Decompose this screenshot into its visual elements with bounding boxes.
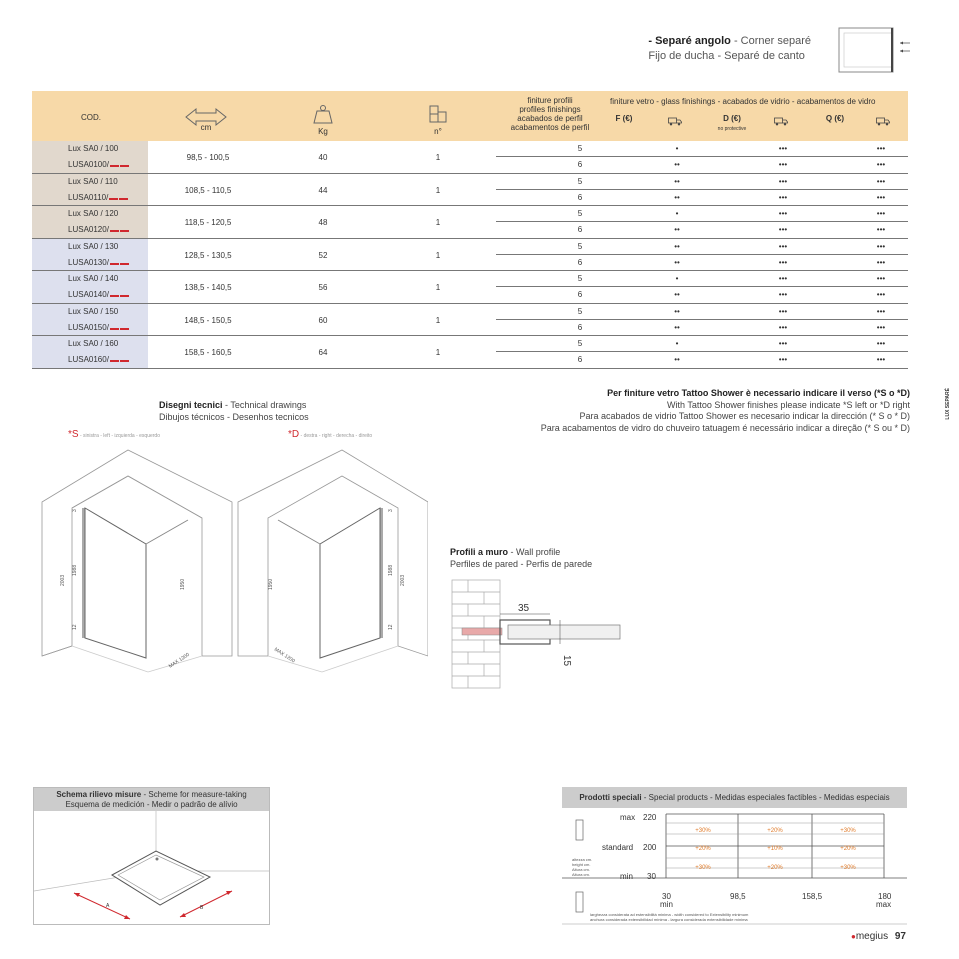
dim-1950-left: 1950	[180, 578, 186, 590]
code-cell	[32, 174, 148, 206]
pct-3-1: +30%	[695, 865, 711, 871]
height-label-3: Altura cm.	[572, 867, 591, 872]
finish-row-1: 5 •• ••• •••	[496, 304, 908, 320]
brand-name: megius	[855, 931, 889, 942]
product-code: LUSA0110/	[68, 190, 148, 206]
dim-15: 15	[561, 655, 572, 667]
footer	[851, 931, 906, 942]
x-98-5: 98,5	[730, 892, 746, 901]
wall-profile-drawing	[450, 578, 622, 690]
tattoo-note	[541, 388, 910, 434]
x-180: 180	[878, 892, 892, 901]
truck-icon	[876, 117, 890, 126]
packages-icon	[428, 104, 448, 124]
finish-placeholder-mark	[120, 295, 129, 297]
finish-row-1: 5 •• ••• •••	[496, 174, 908, 190]
header-subtitle: - Corner separé	[733, 35, 811, 47]
x-158-5: 158,5	[802, 892, 823, 901]
table-row	[32, 141, 908, 174]
dim-2003-right: 2003	[400, 574, 406, 586]
pct-1-1: +30%	[695, 828, 711, 834]
finish-placeholder-mark	[120, 328, 129, 330]
code-cell	[32, 304, 148, 336]
col-d-sub: no protective	[717, 126, 747, 132]
n-cell: 1	[435, 283, 441, 292]
technical-drawings	[38, 446, 428, 676]
table-row	[32, 174, 908, 207]
finish-row-1: 5 • ••• •••	[496, 141, 908, 157]
dim-1988-left: 1988	[72, 564, 78, 576]
row-standard: standard	[602, 843, 634, 852]
width-note-2: anchura considerada extensibilidad mínima - largura considerada extensibilidade mínima	[590, 917, 748, 922]
kg-cell: 64	[318, 348, 328, 357]
pct-3-2: +20%	[767, 865, 783, 871]
product-code: LUSA0140/	[68, 287, 148, 303]
dim-2003-left: 2003	[60, 574, 66, 586]
product-name: Lux SA0 / 140	[68, 274, 119, 283]
col-kg: Kg	[318, 127, 328, 136]
size-cell: 158,5 - 160,5	[184, 348, 232, 357]
right-legend: *D - destra - right - derecha - direito	[288, 429, 373, 440]
note-line-1: Per finiture vetro Tattoo Shower è necessario indicare il verso (*S o *D)	[607, 388, 910, 398]
left-legend: *S - sinistra - left - izquierda - esquerdo	[68, 429, 160, 440]
col-f: F (€)	[615, 114, 633, 123]
pct-3-3: +30%	[840, 865, 856, 871]
row-max: max	[620, 813, 636, 822]
profile-title: Profili a muro - Wall profile Perfiles de pared - Perfis de parede	[450, 547, 593, 569]
pct-2-1: +20%	[695, 846, 711, 852]
product-name: Lux SA0 / 100	[68, 144, 119, 153]
code-cell	[32, 271, 148, 303]
x-30: 30	[662, 892, 671, 901]
measure-b: B	[200, 905, 204, 911]
dim-1988-right: 1988	[388, 564, 394, 576]
product-name: Lux SA0 / 150	[68, 306, 119, 316]
measure-drawing	[34, 811, 269, 924]
n-cell: 1	[435, 250, 441, 260]
n-cell: 1	[435, 185, 441, 195]
y-200: 200	[643, 843, 657, 852]
finish-row-2: 6 •• ••• •••	[577, 160, 886, 169]
corner-separe-icon	[838, 27, 918, 73]
special-grid	[562, 808, 907, 925]
drawings-title: Disegni tecnici - Technical drawings Dibujos técnicos - Desenhos tecnicos	[159, 400, 309, 422]
code-cell	[32, 239, 148, 271]
product-code: LUSA0150/	[68, 320, 148, 336]
height-label-1: altezza cm.	[572, 857, 593, 862]
product-name: Lux SA0 / 120	[68, 209, 119, 218]
finish-placeholder-mark	[110, 165, 119, 167]
finish-placeholder-mark	[120, 230, 129, 232]
note-line-2: With Tattoo Shower finishes please indicate *S left or *D right	[667, 399, 910, 410]
header-line2: Fijo de ducha - Separé de canto	[648, 50, 805, 62]
side-tab: LUX SEPARÉ	[945, 388, 951, 420]
col-cod: COD.	[81, 113, 101, 122]
dim-3-left: 3	[72, 509, 78, 512]
finish-row-1: 5 •• ••• •••	[496, 239, 908, 255]
code-cell	[32, 141, 148, 173]
kg-cell: 48	[318, 218, 328, 227]
n-cell: 1	[435, 315, 441, 325]
kg-cell: 40	[318, 153, 328, 162]
measure-header: Schema rilievo misure - Scheme for measure-taking Esquema de medición - Medir o padrão de alívio	[34, 788, 269, 811]
size-cell: 138,5 - 140,5	[184, 283, 232, 292]
pct-2-2: +10%	[767, 846, 783, 852]
note-line-3: Para acabados de vidrio Tattoo Shower es necesario indicar la dirección (* S o * D)	[579, 411, 910, 421]
dim-max-left: MAX 1200	[167, 651, 191, 670]
finish-placeholder-mark	[110, 295, 119, 297]
finish-row-2: 6 •• ••• •••	[577, 257, 886, 267]
size-cell: 128,5 - 130,5	[184, 250, 232, 260]
header-title: - Separé angolo	[648, 35, 731, 47]
code-cell	[32, 336, 148, 368]
finish-placeholder-mark	[119, 198, 128, 200]
n-cell: 1	[435, 153, 441, 162]
product-name: Lux SA0 / 130	[68, 241, 119, 251]
dim-12-left: 12	[72, 624, 78, 630]
table-row	[32, 304, 908, 337]
col-n: n°	[434, 127, 442, 136]
finish-placeholder-mark	[110, 328, 119, 330]
kg-cell: 44	[318, 185, 328, 195]
table-row	[32, 206, 908, 239]
table-header	[32, 91, 908, 141]
width-note-1: larghezza considerata ad estensibilità minima - width considered to Extensibility minimum	[590, 912, 749, 917]
brand-mark-icon: ●	[851, 932, 856, 941]
finish-placeholder-mark	[120, 360, 129, 362]
product-code: LUSA0160/	[68, 352, 148, 368]
dim-3-right: 3	[388, 509, 394, 512]
dim-max-right: MAX 1200	[272, 646, 296, 665]
height-label-2: height cm.	[572, 862, 591, 867]
weight-icon	[312, 104, 334, 124]
finish-row-2: 6 •• ••• •••	[577, 355, 886, 364]
size-cell: 98,5 - 100,5	[186, 153, 230, 162]
finish-placeholder-mark	[110, 230, 119, 232]
finish-placeholder-mark	[110, 263, 119, 265]
height-label-4: Altura cm.	[572, 872, 591, 877]
finish-row-2: 6 •• ••• •••	[577, 290, 886, 299]
pct-1-3: +30%	[840, 828, 856, 834]
table-row	[32, 239, 908, 272]
col-d: D (€)	[723, 114, 741, 123]
finish-row-2: 6 •• ••• •••	[577, 192, 886, 202]
special-header: Prodotti speciali - Special products - Medidas especiales factibles - Medidas especiais	[562, 787, 907, 808]
measure-a: A	[106, 903, 110, 909]
product-table	[32, 91, 908, 369]
y-30: 30	[647, 872, 656, 881]
size-cell: 108,5 - 110,5	[184, 185, 232, 195]
finish-row-2: 6 •• ••• •••	[577, 322, 886, 332]
col-cm: cm	[200, 123, 212, 132]
finish-placeholder-mark	[120, 165, 129, 167]
dim-1950-right: 1950	[268, 578, 274, 590]
row-min: min	[620, 872, 633, 881]
truck-icon	[774, 117, 788, 126]
kg-cell: 56	[318, 283, 328, 292]
col-q: Q (€)	[825, 114, 845, 123]
col-glass-title: finiture vetro - glass finishings - acabados de vidrio - acabamentos de vidro	[610, 97, 876, 106]
product-name: Lux SA0 / 110	[68, 176, 118, 186]
measure-scheme	[33, 787, 270, 925]
pct-1-2: +20%	[767, 828, 783, 834]
size-cell: 118,5 - 120,5	[184, 218, 232, 227]
finish-placeholder-mark	[109, 198, 118, 200]
finish-row-1: 5 • ••• •••	[496, 336, 908, 352]
special-products	[562, 787, 907, 925]
finish-row-1: 5 • ••• •••	[496, 271, 908, 287]
product-code: LUSA0120/	[68, 222, 148, 238]
dim-35: 35	[518, 603, 530, 614]
n-cell: 1	[435, 348, 441, 357]
table-row	[32, 336, 908, 369]
product-name: Lux SA0 / 160	[68, 339, 119, 348]
col-profiles: finiture profili profiles finishings acabados de perfil acabamentos de perfil	[510, 96, 590, 132]
n-cell: 1	[435, 218, 441, 227]
x-max: max	[876, 900, 892, 909]
kg-cell: 52	[318, 250, 328, 260]
truck-icon	[668, 117, 682, 126]
pct-2-3: +20%	[840, 846, 856, 852]
code-cell	[32, 206, 148, 238]
dim-12-right: 12	[388, 624, 394, 630]
kg-cell: 60	[318, 315, 328, 325]
y-220: 220	[643, 813, 657, 822]
finish-row-2: 6 •• ••• •••	[577, 225, 886, 234]
page-number: 97	[894, 931, 906, 942]
size-cell: 148,5 - 150,5	[184, 315, 232, 325]
product-code: LUSA0130/	[68, 255, 148, 271]
finish-placeholder-mark	[110, 360, 119, 362]
x-min: min	[660, 900, 673, 909]
table-row	[32, 271, 908, 304]
note-line-4: Para acabamentos de vidro do chuveiro tatuagem é necessário indicar a direção (* S ou * D)	[540, 422, 910, 433]
finish-placeholder-mark	[120, 263, 129, 265]
product-code: LUSA0100/	[68, 157, 148, 173]
page-header	[648, 34, 811, 64]
finish-row-1: 5 • ••• •••	[496, 206, 908, 222]
